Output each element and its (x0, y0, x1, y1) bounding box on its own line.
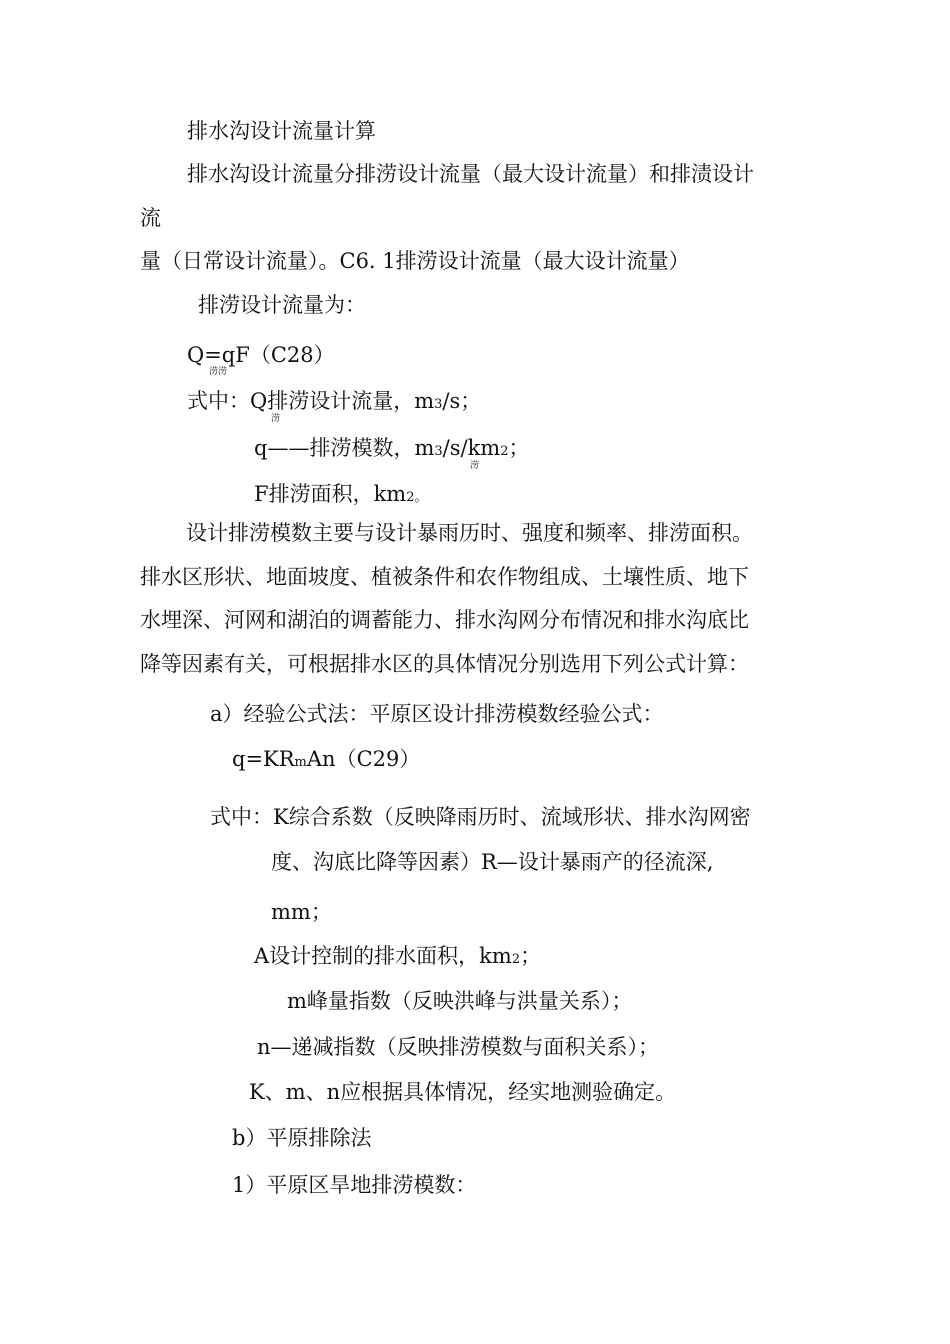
paragraph-line: 水埋深、河网和湖泊的调蓄能力、排水沟网分布情况和排水沟底比 (140, 608, 749, 632)
definition-text: /s/km (442, 436, 501, 460)
variable-definition: n—递减指数（反映排涝模数与面积关系）； (257, 1035, 660, 1059)
formula-c28: Q=qF（C28） (187, 343, 335, 367)
definition-text: F排涝面积，km (254, 482, 407, 506)
subscript: 3 (434, 397, 443, 412)
paragraph-line: 流 (140, 206, 161, 230)
formula-sub-label: 涝涝 (209, 367, 228, 377)
formula-sub-label: 涝 (271, 414, 281, 424)
paragraph-line: 排水沟设计流量分排涝设计流量（最大设计流量）和排渍设计 (187, 162, 754, 186)
section-title: 排水沟设计流量计算 (187, 119, 376, 143)
subscript: m (294, 755, 307, 770)
paragraph-line: 降等因素有关，可根据排水区的具体情况分别选用下列公式计算： (140, 652, 749, 676)
method-heading: b）平原排除法 (232, 1126, 372, 1150)
paragraph-line: 排水区形状、地面坡度、植被条件和农作物组成、土壤性质、地下 (140, 565, 749, 589)
variable-definition: 度、沟底比降等因素）R—设计暴雨产的径流深, (271, 850, 714, 874)
definition-text: ； (520, 944, 542, 968)
method-heading: a）经验公式法：平原区设计排涝模数经验公式： (210, 702, 664, 726)
paragraph-line: 设计排涝模数主要与设计暴雨历时、强度和频率、排涝面积。 (186, 521, 753, 545)
definition-text: /s； (442, 389, 482, 413)
variable-definition (254, 434, 530, 466)
method-heading: 1）平原区旱地排涝模数： (232, 1173, 477, 1197)
variable-definition: mm； (271, 900, 332, 924)
subscript: 2 (500, 444, 509, 459)
paragraph-line: K、m、n应根据具体情况，经实地测验确定。 (249, 1080, 677, 1104)
paragraph-line: 量（日常设计流量）。C6. 1排涝设计流量（最大设计流量） (140, 249, 690, 273)
variable-definition: 式中：K综合系数（反映降雨历时、流域形状、排水沟网密 (210, 805, 751, 829)
formula-text: q=KR (232, 747, 295, 771)
definition-text: ； (508, 436, 530, 460)
definition-text: 式中：Q排涝设计流量，m (187, 389, 435, 413)
formula-sub-label: 涝 (470, 461, 480, 471)
paragraph-line: 排涝设计流量为： (198, 293, 366, 317)
variable-definition (254, 942, 541, 974)
definition-text: A设计控制的排水面积，km (254, 944, 512, 968)
subscript: 2。 (406, 490, 428, 505)
formula-c29 (232, 745, 420, 777)
subscript: 2 (511, 952, 521, 967)
formula-text: An（C29） (306, 747, 421, 771)
variable-definition (254, 480, 428, 512)
variable-definition (187, 387, 481, 419)
definition-text: q——排涝模数，m (254, 436, 435, 460)
subscript: 3 (434, 444, 443, 459)
variable-definition: m峰量指数（反映洪峰与洪量关系）； (287, 989, 633, 1013)
